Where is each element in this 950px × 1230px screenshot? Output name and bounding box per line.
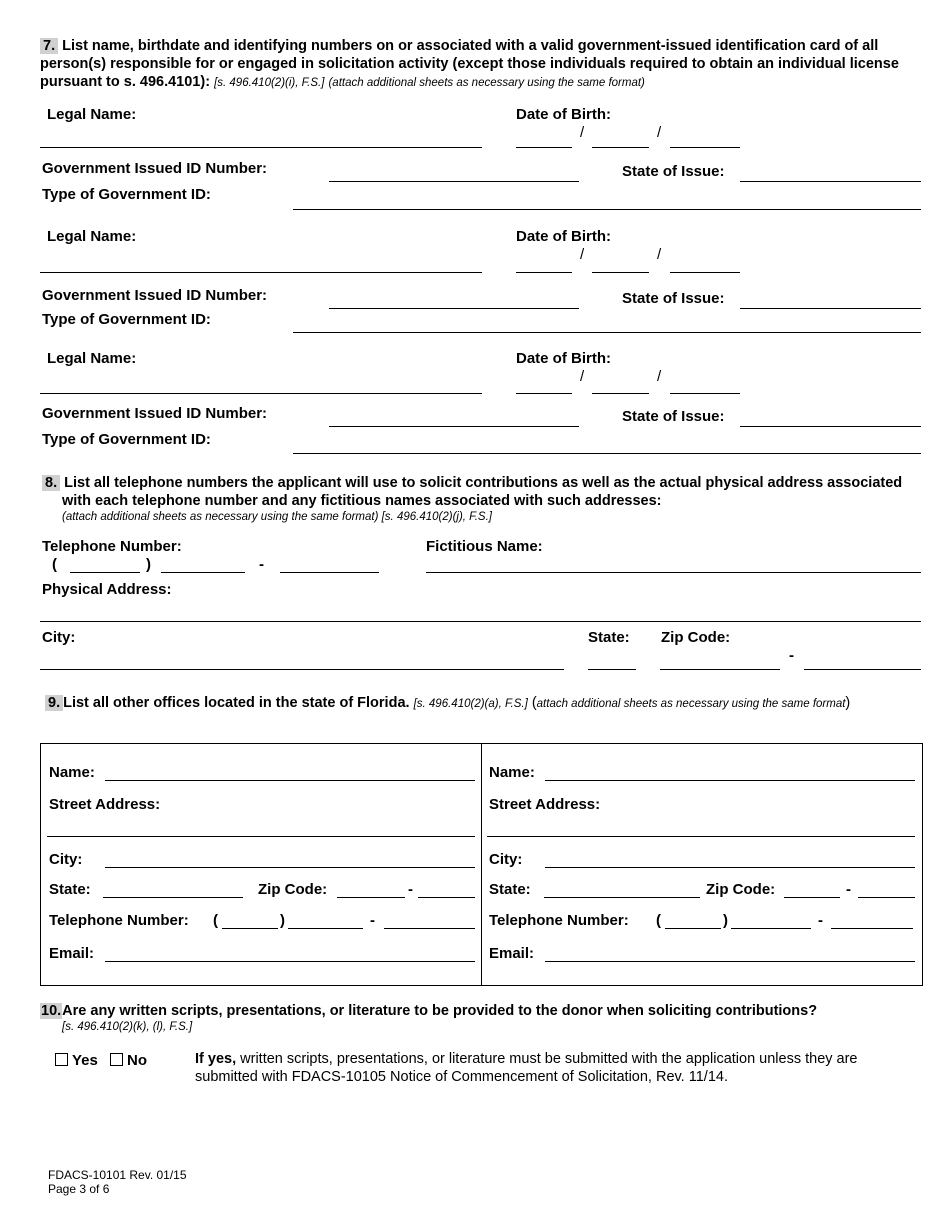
gov-id-input[interactable] — [329, 410, 579, 427]
office-city-input[interactable] — [105, 851, 475, 868]
dob-year-input[interactable] — [670, 377, 740, 394]
gov-id-label: Government Issued ID Number: — [42, 160, 268, 177]
physical-address-label: Physical Address: — [42, 581, 172, 598]
q8-title: List all telephone numbers the applicant will use to solicit contributions as well as the actual physical address associated with each telephone number and any fictitious names associated with such addresses: — [62, 475, 903, 509]
yes-label: Yes — [72, 1052, 98, 1069]
dob-day-input[interactable] — [592, 256, 649, 273]
city-input[interactable] — [40, 653, 564, 670]
office-area-code-input[interactable] — [665, 912, 721, 929]
open-paren: ( — [656, 912, 661, 929]
dob-day-input[interactable] — [592, 131, 649, 148]
offices-divider — [481, 743, 482, 986]
phone-line-input[interactable] — [280, 556, 379, 573]
office-phone-line-input[interactable] — [384, 912, 475, 929]
office-phone-label: Telephone Number: — [489, 912, 629, 929]
form-id: FDACS-10101 Rev. 01/15 — [48, 1168, 187, 1182]
close-paren: ) — [723, 912, 728, 929]
q9-note-open: ( — [531, 695, 537, 711]
zip-label: Zip Code: — [661, 629, 731, 646]
office-name-label: Name: — [49, 764, 95, 781]
fictitious-name-input[interactable] — [426, 556, 921, 573]
dash: - — [408, 881, 413, 898]
close-paren: ) — [146, 556, 151, 573]
q7-title: List name, birthdate and identifying numbers on or associated with a valid government-issued identification card of all person(s) responsible for or engaged in solicitation activity (except those individuals required to obtain an individual license pursuant to s. 496.4101): — [40, 38, 899, 90]
physical-address-input[interactable] — [40, 605, 921, 622]
state-issue-label: State of Issue: — [622, 290, 725, 307]
dob-slash: / — [657, 124, 662, 141]
state-issue-label: State of Issue: — [622, 163, 725, 180]
q8-number: 8. — [42, 475, 60, 491]
q9-header — [40, 694, 940, 713]
office-state-label: State: — [489, 881, 531, 898]
yes-option[interactable] — [55, 1052, 102, 1069]
phone-prefix-input[interactable] — [161, 556, 245, 573]
office-street-input[interactable] — [487, 820, 915, 837]
q7-header — [40, 37, 920, 92]
office-street-label: Street Address: — [49, 796, 161, 813]
q10-title: Are any written scripts, presentations, or literature to be provided to the donor when soliciting contributions? — [62, 1003, 818, 1019]
office-zip-ext-input[interactable] — [858, 881, 915, 898]
form-footer — [48, 1168, 187, 1196]
zip-ext-input[interactable] — [804, 653, 921, 670]
legal-name-label: Legal Name: — [47, 228, 137, 245]
office-phone-line-input[interactable] — [831, 912, 913, 929]
area-code-input[interactable] — [70, 556, 140, 573]
state-issue-input[interactable] — [740, 292, 921, 309]
office-zip-label: Zip Code: — [258, 881, 328, 898]
office-city-label: City: — [489, 851, 523, 868]
q8-note: (attach additional sheets as necessary using the same format) [s. 496.410(2)(j), F.S.] — [62, 511, 492, 523]
q9-title: List all other offices located in the state of Florida. — [63, 695, 410, 711]
dob-slash: / — [657, 368, 662, 385]
q7-note: (attach additional sheets as necessary using the same format) — [328, 77, 645, 89]
legal-name-label: Legal Name: — [47, 350, 137, 367]
dob-label: Date of Birth: — [516, 350, 611, 367]
open-paren: ( — [213, 912, 218, 929]
type-id-label: Type of Government ID: — [42, 186, 211, 203]
gov-id-label: Government Issued ID Number: — [42, 287, 268, 304]
no-label: No — [127, 1052, 148, 1069]
dob-slash: / — [580, 246, 585, 263]
q7-number: 7. — [40, 38, 58, 54]
office-city-input[interactable] — [545, 851, 915, 868]
state-issue-label: State of Issue: — [622, 408, 725, 425]
state-input[interactable] — [588, 653, 636, 670]
if-yes-text: written scripts, presentations, or literature must be submitted with the application unless they are submitted with FDACS-10105 Notice of Commencement of Solicitation, Rev. 11/14. — [195, 1051, 858, 1085]
office-street-input[interactable] — [47, 820, 475, 837]
office-email-input[interactable] — [545, 945, 915, 962]
no-option[interactable] — [110, 1052, 147, 1069]
office-zip-label: Zip Code: — [706, 881, 776, 898]
dash: - — [789, 647, 794, 664]
q10-citation: [s. 496.410(2)(k), (l), F.S.] — [62, 1021, 193, 1033]
q10-number: 10. — [41, 1003, 62, 1019]
office-state-label: State: — [49, 881, 91, 898]
q10-options — [55, 1052, 147, 1069]
city-label: City: — [42, 629, 76, 646]
office-name-label: Name: — [489, 764, 535, 781]
state-issue-input[interactable] — [740, 165, 921, 182]
office-email-label: Email: — [49, 945, 95, 962]
legal-name-input[interactable] — [40, 256, 482, 273]
gov-id-input[interactable] — [329, 292, 579, 309]
type-id-label: Type of Government ID: — [42, 431, 211, 448]
office-state-input[interactable] — [103, 881, 243, 898]
gov-id-label: Government Issued ID Number: — [42, 405, 268, 422]
gov-id-input[interactable] — [329, 165, 579, 182]
q9-note: attach additional sheets as necessary using the same format — [536, 698, 846, 710]
q9-citation: [s. 496.410(2)(a), F.S.] — [413, 698, 528, 710]
dob-slash: / — [657, 246, 662, 263]
phone-label: Telephone Number: — [42, 538, 182, 555]
dob-label: Date of Birth: — [516, 106, 611, 123]
yes-checkbox[interactable] — [55, 1053, 68, 1066]
q8-header — [40, 474, 920, 525]
office-name-input[interactable] — [545, 764, 915, 781]
q7-citation: [s. 496.410(2)(i), F.S.] — [214, 77, 325, 89]
legal-name-label: Legal Name: — [47, 106, 137, 123]
type-id-input[interactable] — [293, 193, 921, 210]
dob-month-input[interactable] — [516, 131, 572, 148]
office-area-code-input[interactable] — [222, 912, 278, 929]
dob-slash: / — [580, 124, 585, 141]
dob-month-input[interactable] — [516, 377, 572, 394]
office-state-input[interactable] — [544, 881, 700, 898]
office-phone-prefix-input[interactable] — [731, 912, 811, 929]
dob-slash: / — [580, 368, 585, 385]
dob-year-input[interactable] — [670, 256, 740, 273]
q9-note-close: ) — [845, 695, 851, 711]
office-zip-input[interactable] — [337, 881, 405, 898]
office-street-label: Street Address: — [489, 796, 601, 813]
legal-name-input[interactable] — [40, 377, 482, 394]
office-zip-input[interactable] — [784, 881, 840, 898]
state-issue-input[interactable] — [740, 410, 921, 427]
office-email-label: Email: — [489, 945, 535, 962]
q9-number: 9. — [45, 695, 63, 711]
if-yes-label: If yes, — [195, 1051, 237, 1067]
q10-instructions — [195, 1050, 895, 1086]
dob-day-input[interactable] — [592, 377, 649, 394]
dash: - — [846, 881, 851, 898]
type-id-input[interactable] — [293, 437, 921, 454]
dob-label: Date of Birth: — [516, 228, 611, 245]
office-name-input[interactable] — [105, 764, 475, 781]
legal-name-input[interactable] — [40, 131, 482, 148]
dash: - — [370, 912, 375, 929]
zip-input[interactable] — [660, 653, 780, 670]
page-number: Page 3 of 6 — [48, 1182, 110, 1196]
dob-year-input[interactable] — [670, 131, 740, 148]
type-id-input[interactable] — [293, 316, 921, 333]
close-paren: ) — [280, 912, 285, 929]
no-checkbox[interactable] — [110, 1053, 123, 1066]
dash: - — [818, 912, 823, 929]
open-paren: ( — [52, 556, 57, 573]
state-label: State: — [588, 629, 630, 646]
office-city-label: City: — [49, 851, 83, 868]
office-zip-ext-input[interactable] — [418, 881, 475, 898]
office-email-input[interactable] — [105, 945, 475, 962]
dash: - — [259, 556, 264, 573]
dob-month-input[interactable] — [516, 256, 572, 273]
q10-header — [40, 1002, 930, 1035]
fictitious-name-label: Fictitious Name: — [426, 538, 543, 555]
type-id-label: Type of Government ID: — [42, 311, 211, 328]
office-phone-label: Telephone Number: — [49, 912, 189, 929]
office-phone-prefix-input[interactable] — [288, 912, 363, 929]
